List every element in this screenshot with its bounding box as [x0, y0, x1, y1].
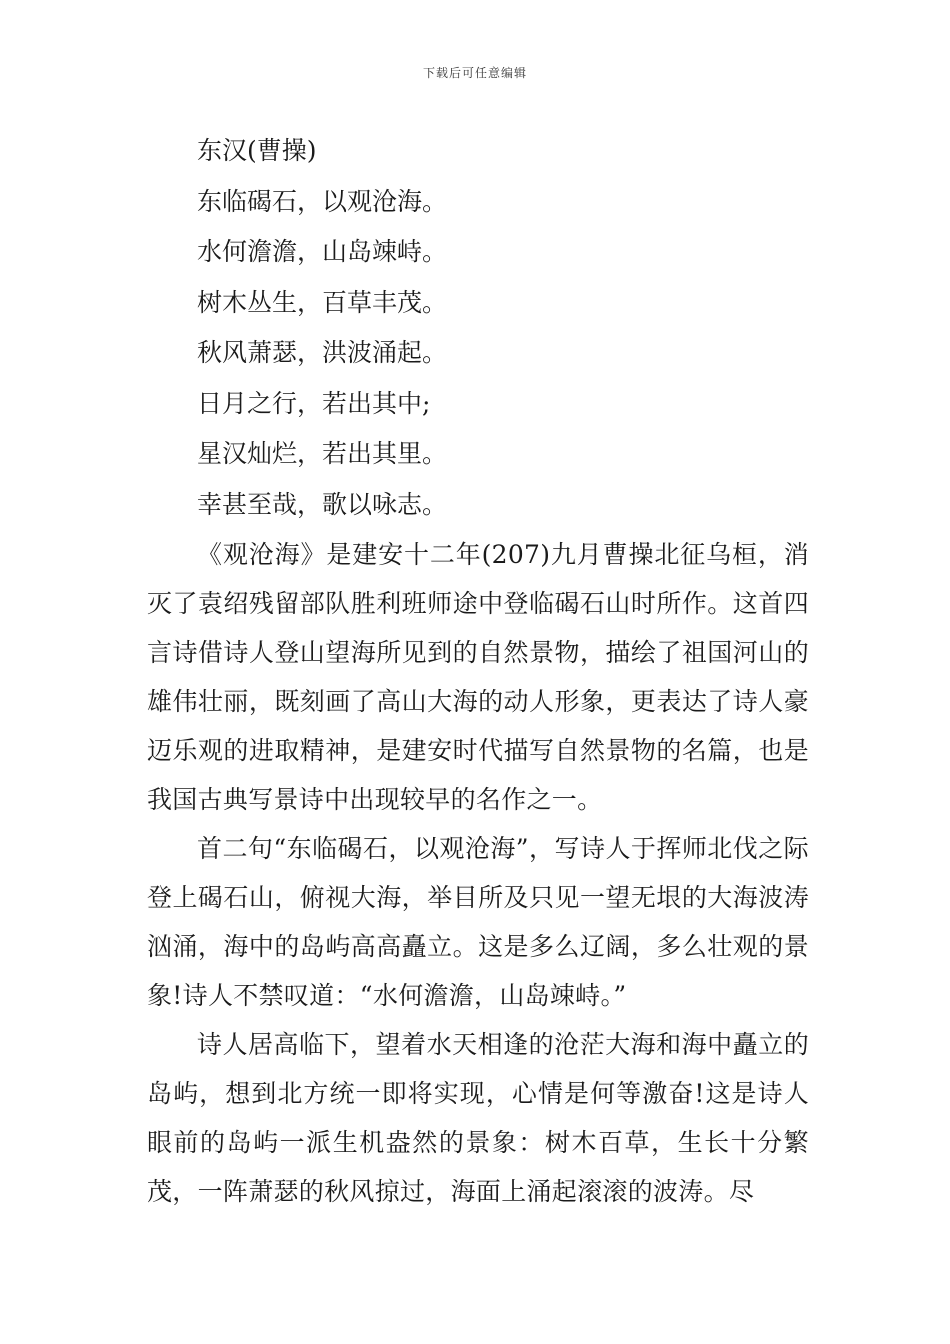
poem-line: 水何澹澹，山岛竦峙。: [197, 237, 448, 266]
poem-line: 东临碣石，以观沧海。: [197, 186, 448, 216]
poem-line: 树木丛生，百草丰茂。: [197, 287, 448, 317]
poem-author-line: 东汉(曹操): [197, 136, 317, 165]
poem-line: 秋风萧瑟，洪波涌起。: [197, 338, 448, 367]
poem-line: 星汉灿烂，若出其里。: [197, 439, 448, 468]
paragraph-intro: 《观沧海》是建安十二年(207)九月曹操北征乌桓，消灭了袁绍残留部队胜利班师途中登临碣石山时所作。这首四言诗借诗人登山望海所见到的自然景物，描绘了祖国河山的雄伟壮丽，既刻画了高山大海的动人形象，更表达了诗人豪迈乐观的进取精神，是建安时代描写自然景物的名篇，也是我国古典写景诗中出现较早的名作之一。: [147, 540, 809, 814]
poem-line: 幸甚至哉，歌以咏志。: [197, 489, 448, 519]
document-body: [147, 126, 809, 1216]
paragraph-analysis-2: 诗人居高临下，望着水天相逢的沧茫大海和海中矗立的岛屿，想到北方统一即将实现，心情是何等激奋!这是诗人眼前的岛屿一派生机盎然的景象：树木百草，生长十分繁茂，一阵萧瑟的秋风掠过，海面上涌起滚滚的波涛。尽: [147, 1030, 809, 1206]
poem-line: 日月之行，若出其中;: [197, 388, 431, 418]
paragraph-analysis-1: 首二句“东临碣石，以观沧海”，写诗人于挥师北伐之际登上碣石山，俯视大海，举目所及只见一望无垠的大海波涛汹涌，海中的岛屿高高矗立。这是多么辽阔，多么壮观的景象!诗人不禁叹道：“水何澹澹，山岛竦峙。”: [147, 834, 809, 1010]
page-header: 下载后可任意编辑: [422, 66, 527, 80]
